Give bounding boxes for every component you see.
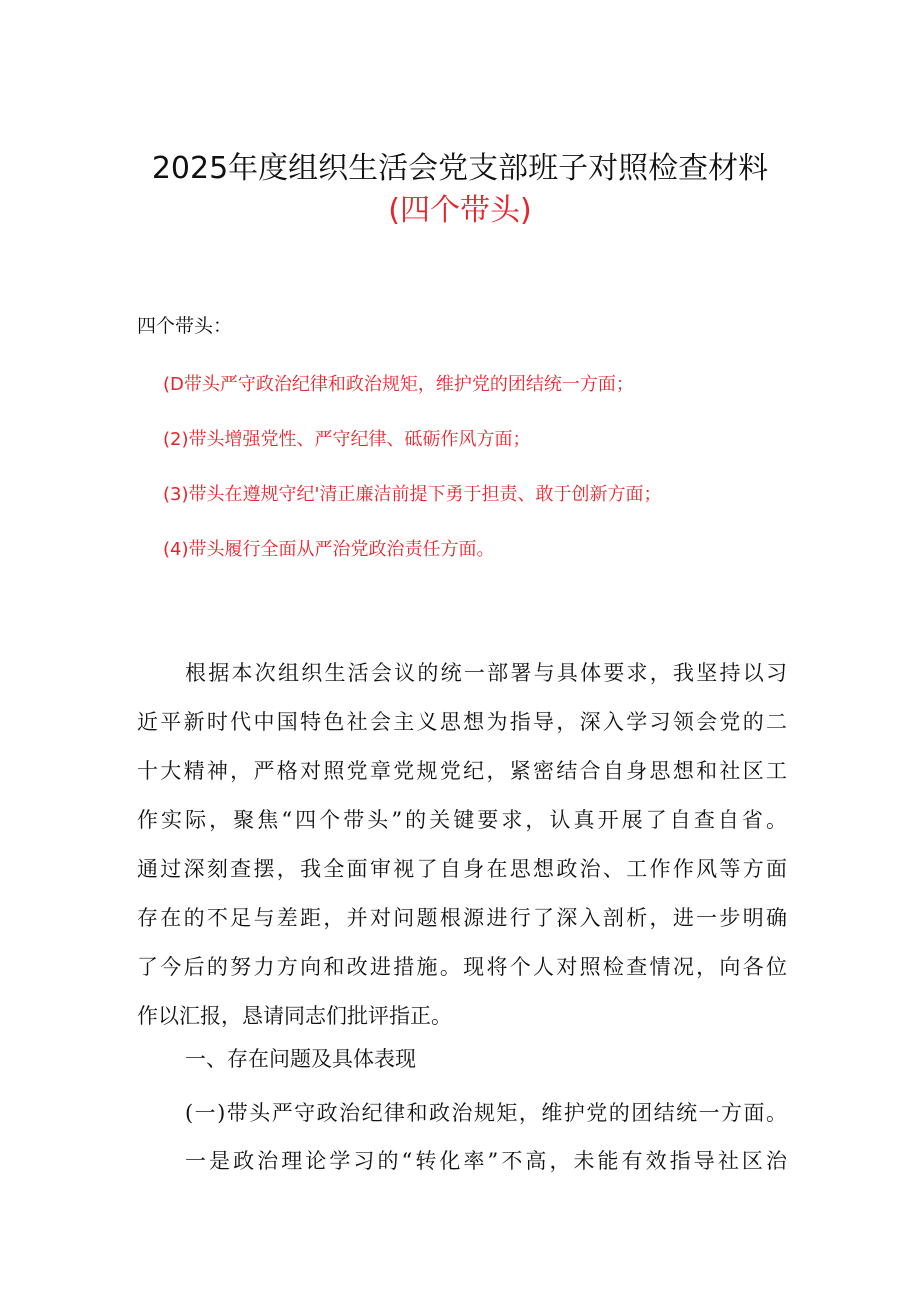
body-paragraph-line: 近平新时代中国特色社会主义思想为指导，深入学习领会党的二 [137,710,787,734]
body-paragraph-line: 通过深刻查摆，我全面审视了自身在思想政治、工作作风等方面 [137,857,787,881]
four-leads-label: 四个带头： [137,315,233,337]
body-paragraph-line: 十大精神，严格对照党章党规党纪，紧密结合自身思想和社区工 [137,759,787,783]
point-one-line: 一是政治理论学习的“转化率”不高，未能有效指导社区治 [185,1149,787,1173]
body-paragraph-line: 了今后的努力方向和改进措施。现将个人对照检查情况，向各位 [137,955,787,979]
document-title: 2025年度组织生活会党支部班子对照检查材料 [151,151,769,186]
four-leads-item: (2)带头增强党性、严守纪律、砥砺作风方面； [163,429,531,450]
four-leads-item: (3)带头在遵规守纪'清正廉洁前提下勇于担责、敢于创新方面； [163,484,662,505]
section-heading: 一、存在问题及具体表现 [185,1047,416,1071]
body-paragraph-line: 存在的不足与差距，并对问题根源进行了深入剖析，进一步明确 [137,906,787,930]
four-leads-item: (4)带头履行全面从严治党政治责任方面。 [163,539,495,560]
body-paragraph-line: 作以汇报，恳请同志们批评指正。 [137,1004,452,1028]
body-paragraph-line: 根据本次组织生活会议的统一部署与具体要求，我坚持以习 [185,661,787,685]
four-leads-item: (D带头严守政治纪律和政治规矩，维护党的团结统一方面； [163,374,634,395]
subsection-heading: (一)带头严守政治纪律和政治规矩，维护党的团结统一方面。 [185,1101,787,1125]
body-paragraph-line: 作实际，聚焦“四个带头”的关键要求，认真开展了自查自省。 [137,808,787,832]
document-subtitle: (四个带头) [388,193,532,228]
